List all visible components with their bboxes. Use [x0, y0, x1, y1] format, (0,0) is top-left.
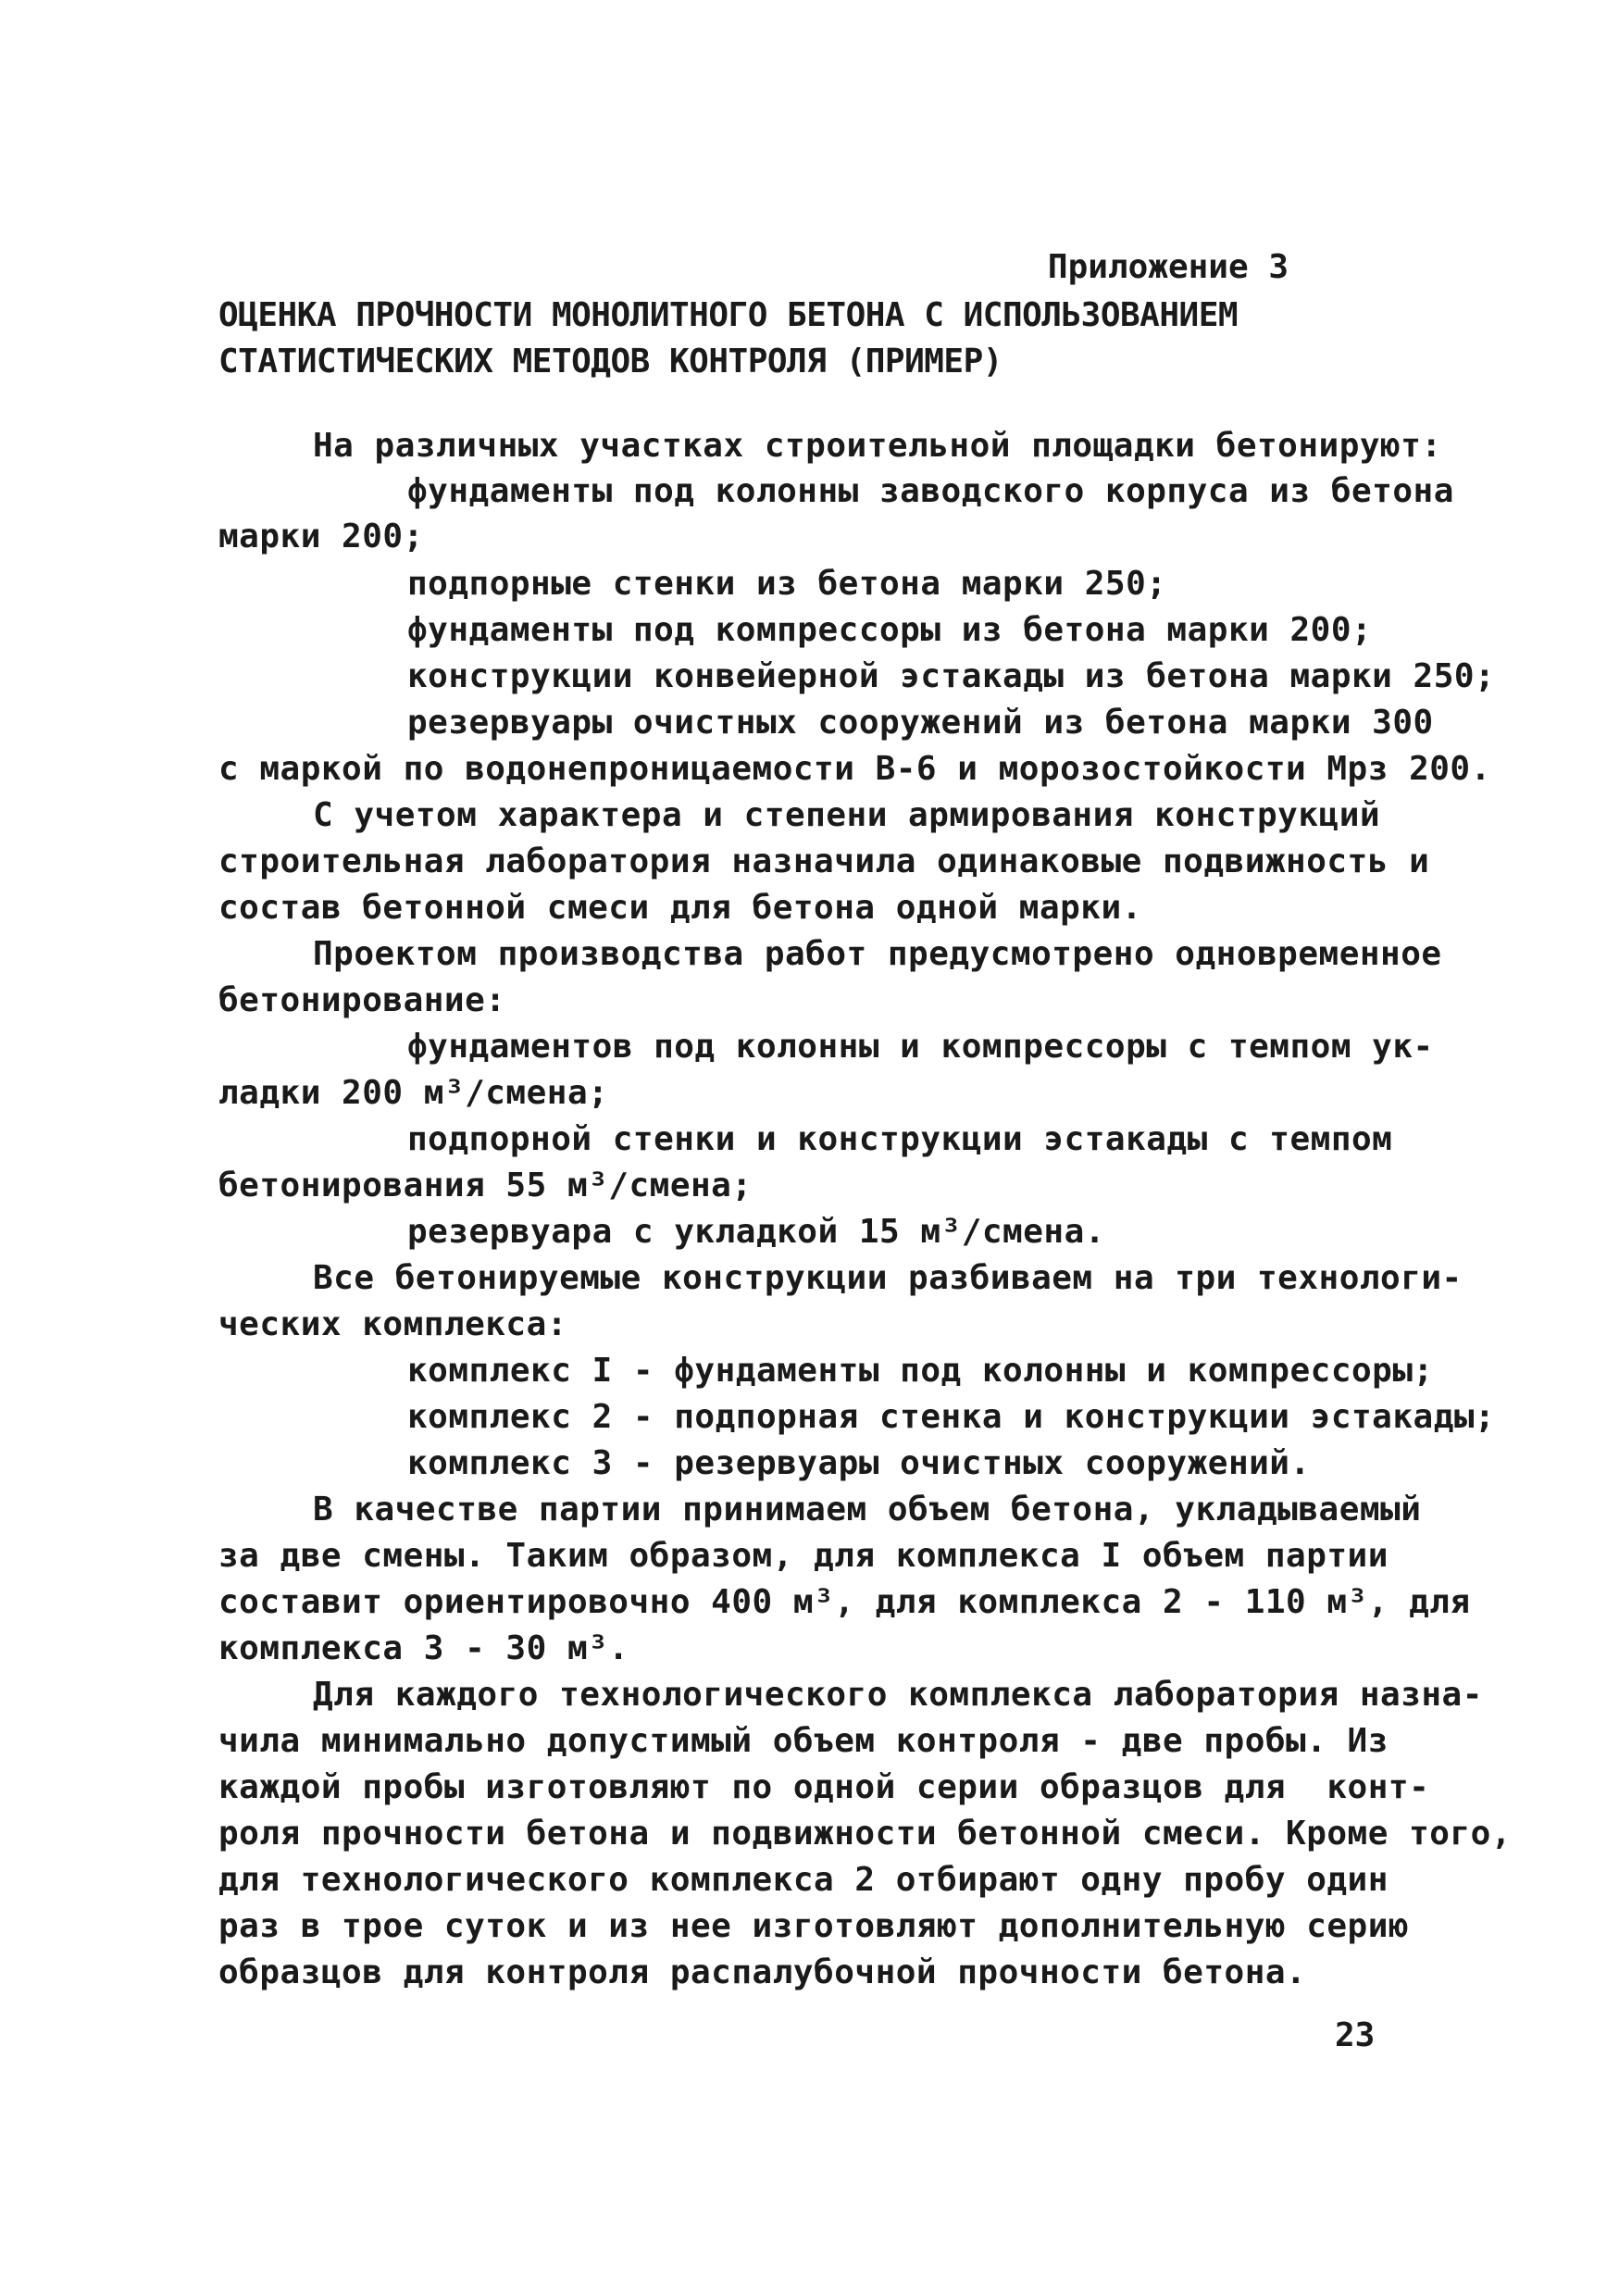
body-line: ческих комплекса: [218, 1305, 567, 1343]
body-line: резервуары очистных сооружений из бетона марки 300 [407, 704, 1434, 742]
body-line: резервуара с укладкой 15 м³/смена. [407, 1213, 1105, 1251]
body-line: составит ориентировочно 400 м³, для комплекса 2 - 110 м³, для [218, 1583, 1471, 1621]
body-line: с маркой по водонепроницаемости В-6 и морозостойкости Мрз 200. [218, 750, 1491, 788]
body-line: за две смены. Таким образом, для комплекса I объем партии [218, 1537, 1389, 1575]
body-line: подпорной стенки и конструкции эстакады с темпом [407, 1120, 1393, 1158]
body-line: ладки 200 м³/смена; [218, 1074, 609, 1112]
page-number: 23 [1335, 2016, 1376, 2054]
title-line-1: ОЦЕНКА ПРОЧНОСТИ МОНОЛИТНОГО БЕТОНА С ИСПОЛЬЗОВАНИЕМ [218, 296, 1239, 334]
body-line: фундаменты под компрессоры из бетона марки 200; [407, 611, 1373, 649]
body-line: бетонирование: [218, 981, 506, 1019]
body-line: Для каждого технологического комплекса лаборатория назна- [313, 1676, 1483, 1714]
body-line: С учетом характера и степени армирования конструкций [313, 796, 1381, 834]
body-line: образцов для контроля распалубочной прочности бетона. [218, 1953, 1307, 1991]
body-line: фундаментов под колонны и компрессоры с темпом ук- [407, 1028, 1434, 1066]
body-line: комплекса 3 - 30 м³. [218, 1629, 629, 1667]
body-line: конструкции конвейерной эстакады из бетона марки 250; [407, 657, 1496, 695]
body-line: для технологического комплекса 2 отбирают одну пробу один [218, 1861, 1389, 1899]
body-line: Все бетонируемые конструкции разбиваем на три технологи- [313, 1259, 1463, 1297]
body-line: бетонирования 55 м³/смена; [218, 1167, 753, 1204]
body-line: строительная лаборатория назначила одинаковые подвижность и [218, 842, 1430, 880]
appendix-label: Приложение 3 [1047, 248, 1289, 286]
body-line: комплекс 3 - резервуары очистных сооружений. [407, 1444, 1311, 1482]
body-line: В качестве партии принимаем объем бетона, укладываемый [313, 1491, 1422, 1529]
body-line: комплекс 2 - подпорная стенка и конструкции эстакады; [407, 1398, 1496, 1436]
body-line: состав бетонной смеси для бетона одной марки. [218, 889, 1142, 927]
body-line: фундаменты под колонны заводского корпуса из бетона [407, 472, 1454, 510]
body-line: роля прочности бетона и подвижности бетонной смеси. Кроме того, [218, 1815, 1512, 1853]
body-line: каждой пробы изготовляют по одной серии образцов для конт- [218, 1768, 1430, 1806]
body-line: Проектом производства работ предусмотрено одновременное [313, 935, 1442, 973]
body-line: раз в трое суток и из нее изготовляют дополнительную серию [218, 1907, 1410, 1945]
body-line: подпорные стенки из бетона марки 250; [407, 565, 1167, 603]
title-line-2: СТАТИСТИЧЕСКИХ МЕТОДОВ КОНТРОЛЯ (ПРИМЕР) [218, 343, 1003, 381]
body-line: На различных участках строительной площадки бетонируют: [313, 427, 1442, 465]
body-line: комплекс I - фундаменты под колонны и компрессоры; [407, 1352, 1434, 1390]
body-line: чила минимально допустимый объем контроля - две пробы. Из [218, 1722, 1389, 1760]
body-line: марки 200; [218, 518, 424, 555]
